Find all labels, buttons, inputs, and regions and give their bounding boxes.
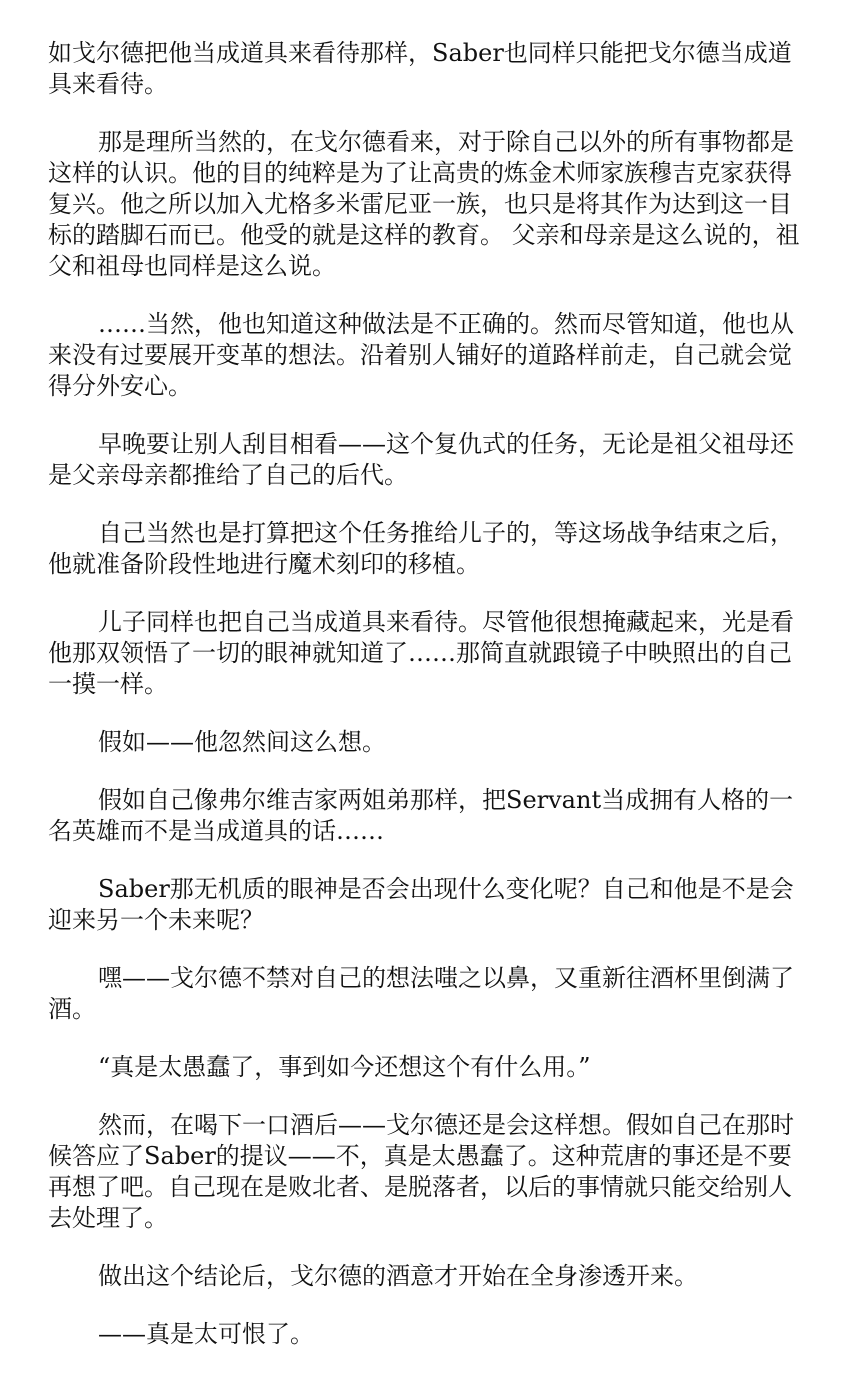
paragraph: 嘿——戈尔德不禁对自己的想法嗤之以鼻，又重新往酒杯里倒满了酒。 bbox=[48, 964, 794, 1023]
paragraph: Saber那无机质的眼神是否会出现什么变化呢？自己和他是不是会迎来另一个未来呢？ bbox=[48, 875, 794, 934]
paragraph: 如戈尔德把他当成道具来看待那样，Saber也同样只能把戈尔德当成道具来看待。 bbox=[48, 39, 792, 98]
paragraph: ——真是太可恨了。 bbox=[98, 1320, 314, 1348]
paragraph: 做出这个结论后，戈尔德的酒意才开始在全身渗透开来。 bbox=[98, 1262, 698, 1290]
paragraph: 然而，在喝下一口酒后——戈尔德还是会这样想。假如自己在那时候答应了Saber的提议——不，真是太愚蠢了。这种荒唐的事还是不要再想了吧。自己现在是败北者、是脱落者，以后的事情就只能交给别人去处理了。 bbox=[48, 1111, 794, 1232]
paragraph: 那是理所当然的，在戈尔德看来，对于除自己以外的所有事物都是这样的认识。他的目的纯粹是为了让高贵的炼金术师家族穆吉克家获得复兴。他之所以加入尤格多米雷尼亚一族，也只是将其作为达到这一目标的踏脚石而已。他受的就是这样的教育。 父亲和母亲是这么说的，祖父和祖母也同样是这么说。 bbox=[48, 128, 800, 280]
paragraph: 早晚要让别人刮目相看——这个复仇式的任务，无论是祖父祖母还是父亲母亲都推给了自己的后代。 bbox=[48, 430, 794, 489]
paragraph: ……当然，他也知道这种做法是不正确的。然而尽管知道，他也从来没有过要展开变革的想法。沿着别人铺好的道路样前走，自己就会觉得分外安心。 bbox=[48, 310, 794, 400]
paragraph: 自己当然也是打算把这个任务推给儿子的，等这场战争结束之后，他就准备阶段性地进行魔术刻印的移植。 bbox=[48, 519, 794, 578]
paragraph: 假如自己像弗尔维吉家两姐弟那样，把Servant当成拥有人格的一名英雄而不是当成道具的话…… bbox=[48, 786, 794, 845]
paragraph: “真是太愚蠢了，事到如今还想这个有什么用。” bbox=[98, 1053, 591, 1081]
paragraph: 假如——他忽然间这么想。 bbox=[98, 728, 386, 756]
paragraph: 儿子同样也把自己当成道具来看待。尽管他很想掩藏起来，光是看他那双领悟了一切的眼神就知道了……那简直就跟镜子中映照出的自己一摸一样。 bbox=[48, 608, 794, 698]
document-page bbox=[48, 38, 803, 1377]
